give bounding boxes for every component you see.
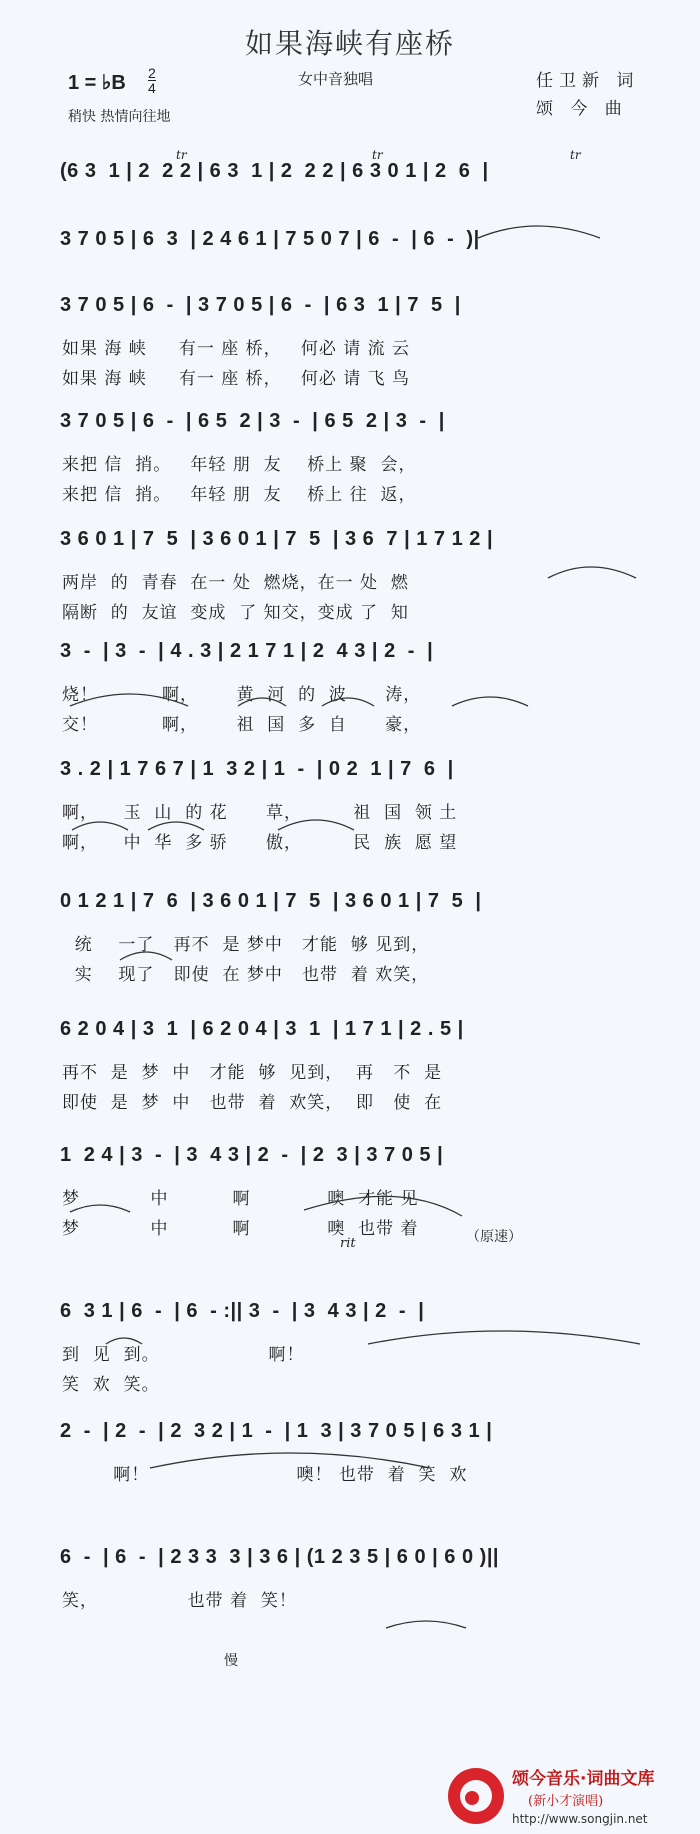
watermark-url: http://www.songjin.net [512,1812,648,1826]
lyric-line: 笑， 也带 着 笑！ [62,1591,297,1611]
composer-credit: 颂 今 曲 [536,99,628,119]
lyric-line: 烧！ 啊， 黄 河 的 波 涛， [62,685,422,705]
slow-mark: 慢 [224,1653,238,1669]
slur [148,822,204,830]
notation-line: 3 . 2 | 1 7 6 7 | 1 3 2 | 1 - | 0 2 1 | 7 6 | [60,758,454,780]
slur [106,1338,142,1344]
watermark-note: (新小才演唱) [528,1794,604,1809]
notation-line: 3 7 0 5 | 6 - | 3 7 0 5 | 6 - | 6 3 1 | 7 5 | [60,294,461,316]
notation-line: 0 1 2 1 | 7 6 | 3 6 0 1 | 7 5 | 3 6 0 1 | 7 5 | [60,890,482,912]
notation-line: 2 - | 2 - | 2 3 2 | 1 - | 1 3 | 3 7 0 5 | 6 3 1 | [60,1420,493,1442]
notation-line: 1 2 4 | 3 - | 3 4 3 | 2 - | 2 3 | 3 7 0 5 | [60,1144,444,1166]
slur [278,820,354,830]
slur [120,952,172,960]
lyric-line: 啊， 中 华 多 骄 傲， 民 族 愿 望 [62,833,458,853]
slur [386,1621,466,1628]
lyric-line: 如果 海 峡 有一 座 桥， 何必 请 飞 鸟 [62,369,411,389]
lyric-line: 如果 海 峡 有一 座 桥， 何必 请 流 云 [62,339,411,359]
trill-mark: tr [570,148,581,162]
key-signature: 1 = ♭B [68,72,126,94]
lyric-line: 啊， 玉 山 的 花 草， 祖 国 领 土 [62,803,458,823]
performance-subtitle: 女中音独唱 [298,70,374,88]
notation-line: 3 6 0 1 | 7 5 | 3 6 0 1 | 7 5 | 3 6 7 | 1 7 1 2 | [60,528,494,550]
lyric-line: 来把 信 捎。 年轻 朋 友 桥上 聚 会， [62,455,417,475]
slur [368,1331,640,1344]
meter-top: 2 [148,65,156,81]
notation-line: 6 3 1 | 6 - | 6 - :|| 3 - | 3 4 3 | 2 - | [60,1300,425,1322]
lyric-line: 交！ 啊， 祖 国 多 自 豪， [62,715,422,735]
slur [70,1205,130,1212]
notation-line: 3 7 0 5 | 6 3 | 2 4 6 1 | 7 5 0 7 | 6 - | 6 - )| [60,228,480,250]
slur [238,698,286,706]
slur [322,698,374,706]
meter-bottom: 4 [148,80,156,96]
slur [304,1196,462,1216]
lyric-line: 即使 是 梦 中 也带 着 欢笑， 即 使 在 [62,1093,443,1113]
lyric-line: 笑 欢 笑。 [62,1375,160,1395]
slur [548,567,636,578]
slur [72,822,128,830]
notation-line: 3 7 0 5 | 6 - | 6 5 2 | 3 - | 6 5 2 | 3 - | [60,410,445,432]
tempo-marking: 稍快 热情向往地 [68,109,171,125]
lyric-line: 统 一了 再不 是 梦中 才能 够 见到， [62,935,430,955]
a-tempo-mark: （原速） [466,1229,522,1245]
lyric-line: 梦 中 啊 噢 也带 着 [62,1219,419,1239]
trill-mark: tr [372,148,383,162]
lyric-line: 两岸 的 青春 在一 处 燃烧，在一 处 燃 [62,573,409,593]
slur [70,694,188,706]
ritardando-mark: rit [340,1236,356,1251]
lyric-line: 啊！ 噢！ 也带 着 笑 欢 [62,1465,468,1485]
notation-line: 6 2 0 4 | 3 1 | 6 2 0 4 | 3 1 | 1 7 1 | 2 . 5 | [60,1018,464,1040]
lyric-line: 实 现了 即使 在 梦中 也带 着 欢笑， [62,965,430,985]
slur [478,226,600,238]
notation-line: (6 3 1 | 2 2 2 | 6 3 1 | 2 2 2 | 6 3 0 1 | 2 6 | [60,160,489,182]
slur [150,1453,430,1468]
notation-line: 6 - | 6 - | 2 3 3 3 | 3 6 | (1 2 3 5 | 6 0 | 6 0 )|| [60,1546,500,1568]
notation-line: 3 - | 3 - | 4 . 3 | 2 1 7 1 | 2 4 3 | 2 - | [60,640,434,662]
trill-mark: tr [176,148,187,162]
lyricist-credit: 任卫新 词 [536,71,640,91]
lyric-line: 梦 中 啊 噢 才能 见 [62,1189,419,1209]
lyric-line: 到 见 到。 啊！ [62,1345,305,1365]
lyric-line: 再不 是 梦 中 才能 够 见到， 再 不 是 [62,1063,443,1083]
lyric-line: 隔断 的 友谊 变成 了 知交，变成 了 知 [62,603,409,623]
watermark-brand: 颂今音乐·词曲文库 [512,1769,655,1789]
lyric-line: 来把 信 捎。 年轻 朋 友 桥上 往 返， [62,485,417,505]
slur [452,697,528,706]
song-title: 如果海峡有座桥 [244,27,455,60]
